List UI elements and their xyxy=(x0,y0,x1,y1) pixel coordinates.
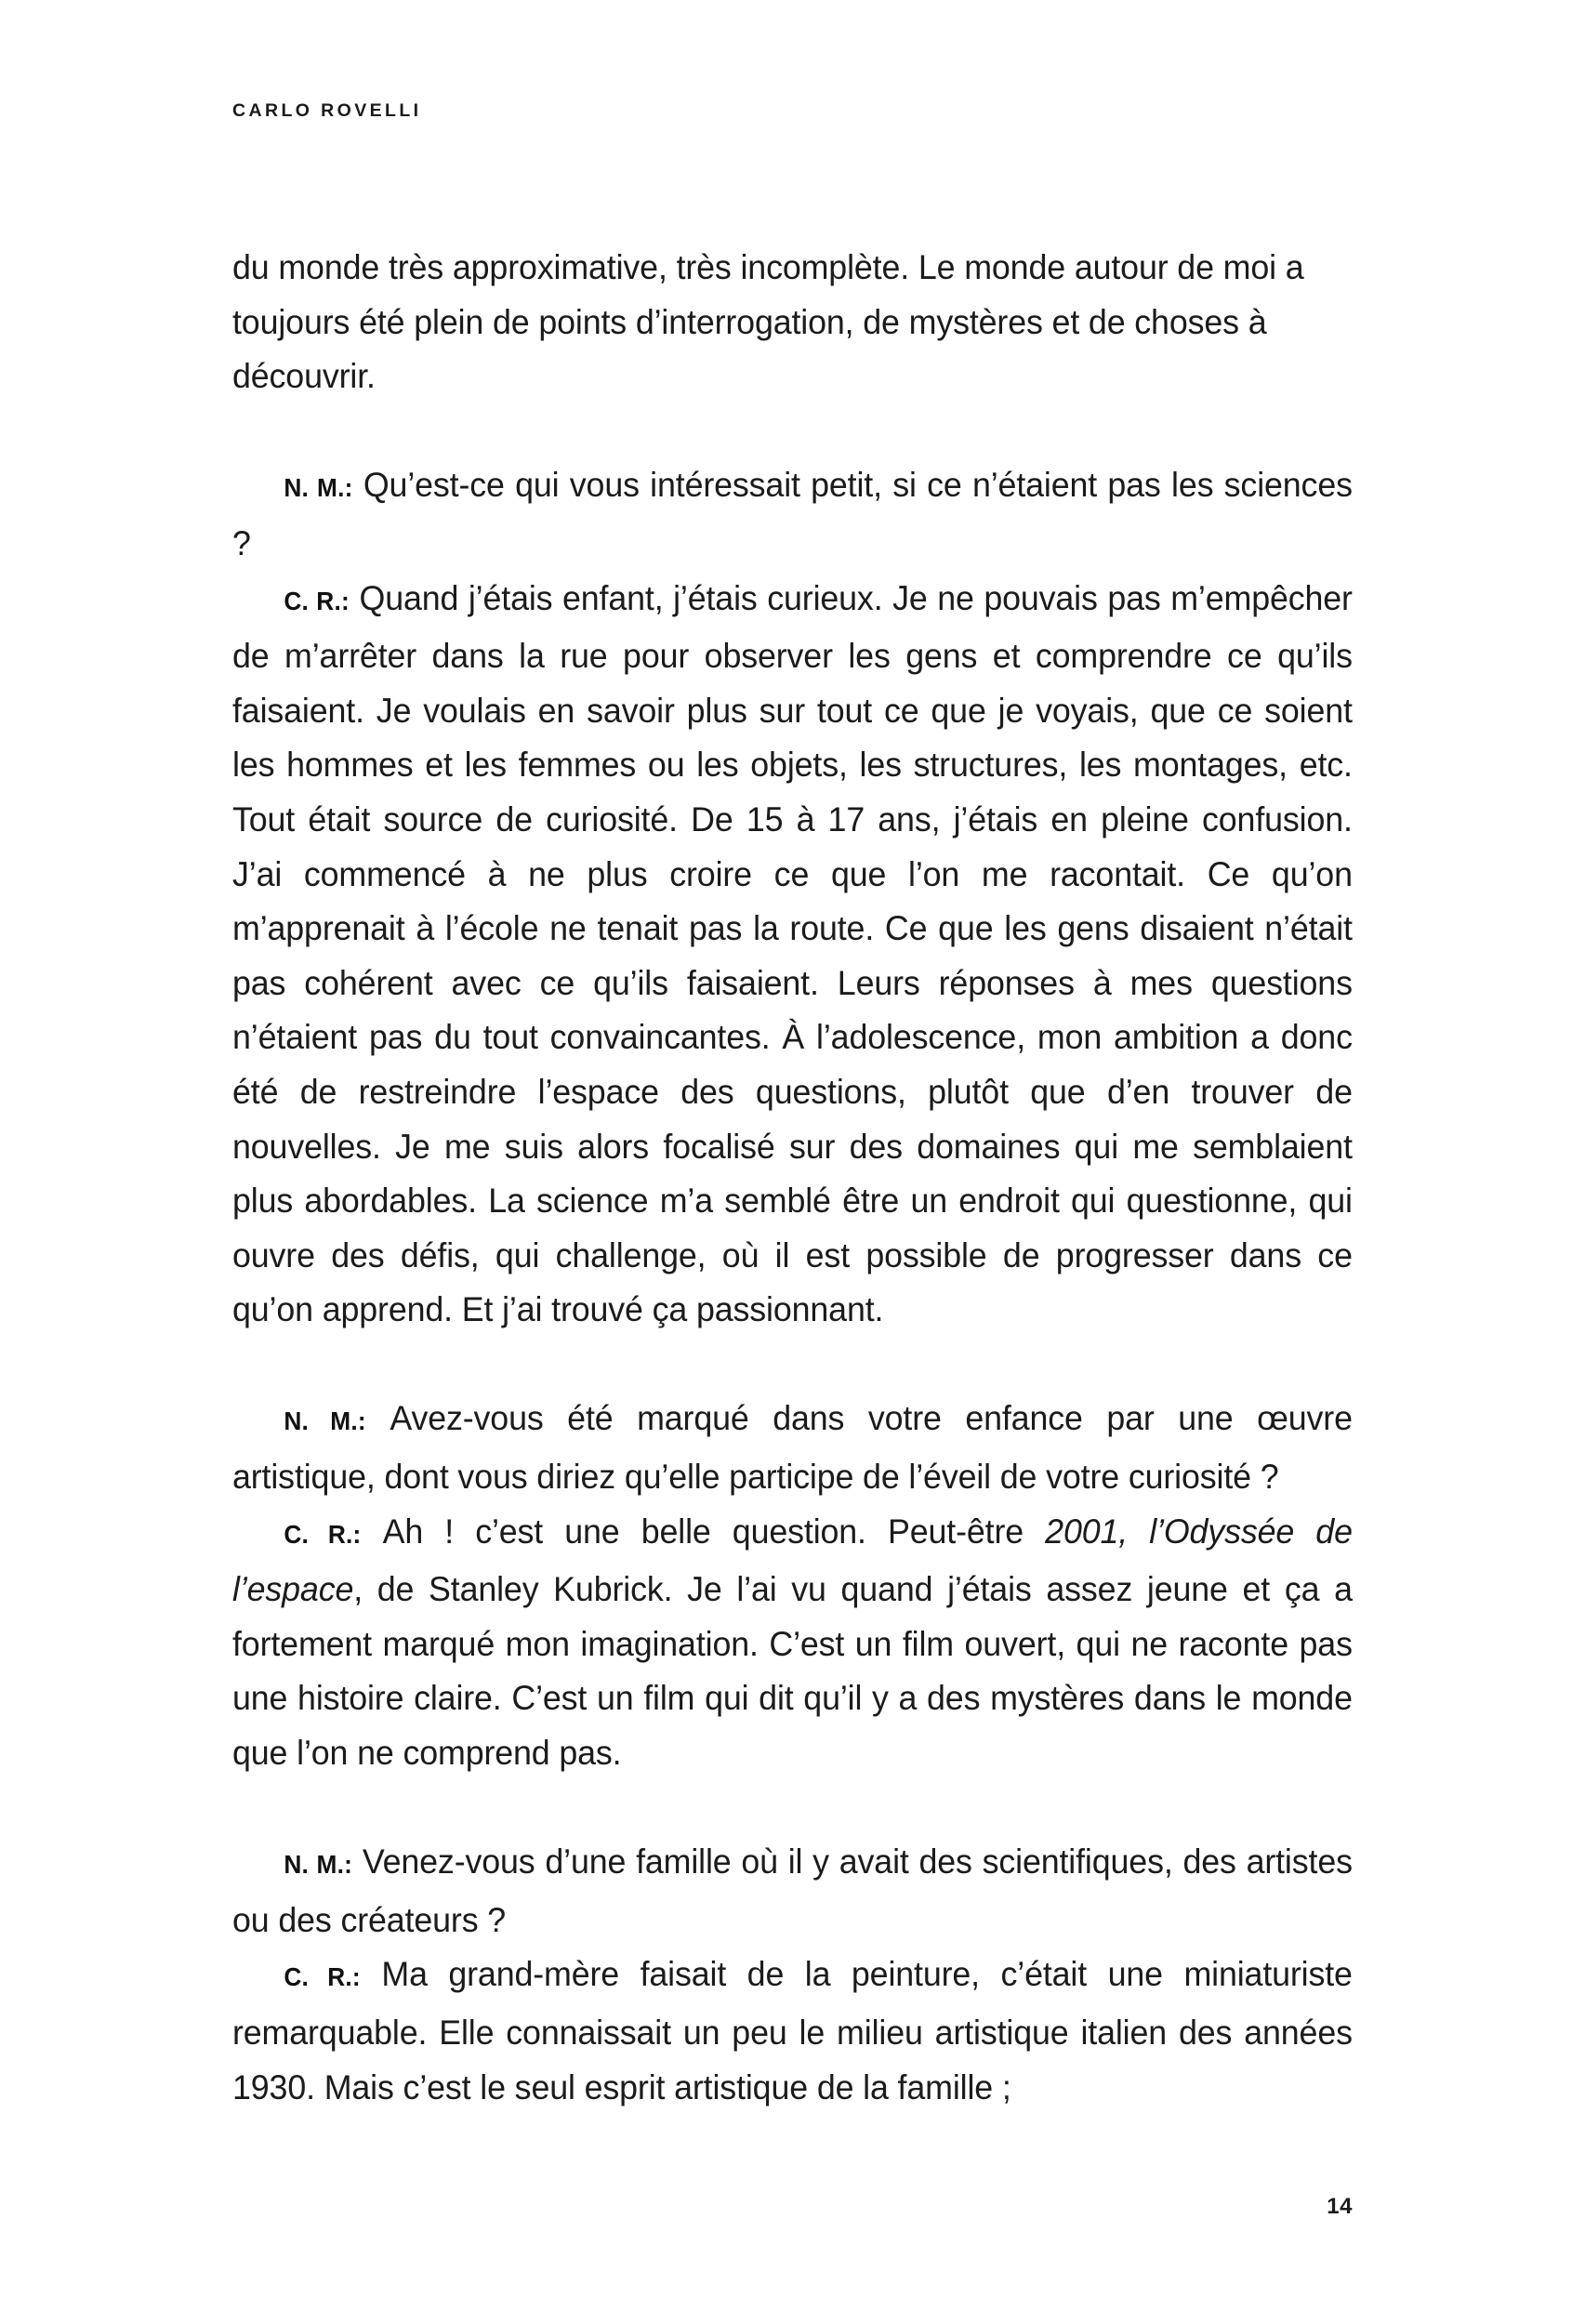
speaker-label-interviewer: N. M.: xyxy=(284,473,353,503)
paragraph-text: Ma grand-mère faisait de la peinture, c’était une miniaturiste remarquable. Elle connaissait un peu le milieu artistique italien des années 1930. Mais c’est le seul esprit artistique de la famille ; xyxy=(232,1954,1353,2106)
work-title-italic: 2001, l’Odyssée de l’espace xyxy=(232,1511,1353,1609)
paragraph-question-1 xyxy=(232,457,1353,570)
paragraph-text: Quand j’étais enfant, j’étais curieux. Je ne pouvais pas m’empêcher de m’arrêter dans la rue pour observer les gens et comprendre ce qu’ils faisaient. Je voulais en savoir plus sur tout ce que je voyais, que ce soient les hommes et les femmes ou les objets, les structures, les montages, etc. Tout était source de curiosité. De 15 à 17 ans, j’étais en pleine confusion. J’ai commencé à ne plus croire ce que l’on me racontait. Ce qu’on m’apprenait à l’école ne tenait pas la route. Ce que les gens disaient n’était pas cohérent avec ce qu’ils faisaient. Leurs réponses à mes questions n’étaient pas du tout convaincantes. À l’adolescence, mon ambition a donc été de restreindre l’espace des questions, plutôt que d’en trouver de nouvelles. Je me suis alors focalisé sur des domaines qui me semblaient plus abordables. La science m’a semblé être un endroit qui questionne, qui ouvre des défis, qui challenge, où il est possible de progresser dans ce qu’on apprend. Et j’ai trouvé ça passionnant. xyxy=(232,577,1353,1329)
paragraph-continuation xyxy=(232,240,1353,403)
running-header: CARLO ROVELLI xyxy=(232,100,422,121)
text-column xyxy=(232,240,1353,2114)
speaker-label-interviewer: N. M.: xyxy=(284,1850,353,1880)
paragraph-text: du monde très approximative, très incomplète. Le monde autour de moi a toujours été plein de points d’interrogation, de mystères et de choses à découvrir. xyxy=(232,247,1304,396)
paragraph-text: Qu’est-ce qui vous intéressait petit, si ce n’étaient pas les sciences ? xyxy=(232,465,1353,562)
paragraph-text-before-title: Ah ! c’est une belle question. Peut-être xyxy=(382,1511,1046,1551)
speaker-label-interviewee: C. R.: xyxy=(284,586,350,615)
page-number: 14 xyxy=(1327,2194,1353,2219)
paragraph-spacer xyxy=(232,1337,1353,1392)
paragraph-answer-1 xyxy=(232,571,1353,1337)
paragraph-text: Venez-vous d’une famille où il y avait des scientifiques, des artistes ou des créateurs ? xyxy=(232,1842,1353,1939)
paragraph-spacer xyxy=(232,403,1353,458)
paragraph-text-after-title: , de Stanley Kubrick. Je l’ai vu quand j’étais assez jeune et ça a fortement marqué mon imagination. C’est un film ouvert, qui ne raconte pas une histoire claire. C’est un film qui dit qu’il y a des mystères dans le monde que l’on ne comprend pas. xyxy=(232,1569,1353,1773)
paragraph-answer-2 xyxy=(232,1504,1353,1780)
paragraph-spacer xyxy=(232,1780,1353,1835)
speaker-label-interviewer: N. M.: xyxy=(284,1406,366,1436)
paragraph-text: Avez-vous été marqué dans votre enfance par une œuvre artistique, dont vous diriez qu’elle participe de l’éveil de votre curiosité ? xyxy=(232,1398,1353,1497)
speaker-label-interviewee: C. R.: xyxy=(284,1962,361,1992)
paragraph-answer-3 xyxy=(232,1947,1353,2114)
paragraph-question-2 xyxy=(232,1391,1353,1503)
speaker-label-interviewee: C. R.: xyxy=(284,1519,362,1549)
paragraph-question-3 xyxy=(232,1834,1353,1947)
